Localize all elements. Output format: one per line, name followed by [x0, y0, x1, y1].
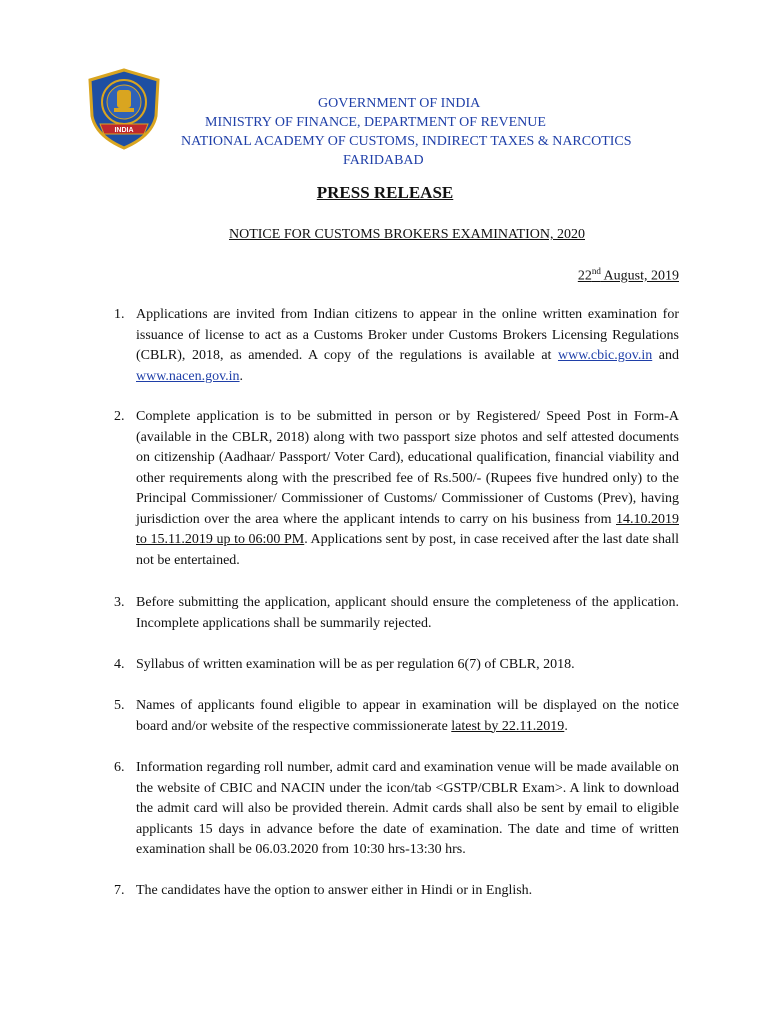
item-text: Syllabus of written examination will be as per regulation 6(7) of CBLR, 2018.	[136, 657, 575, 672]
eligibility-date: latest by 22.11.2019	[451, 718, 565, 734]
notice-heading: NOTICE FOR CUSTOMS BROKERS EXAMINATION, 2020	[229, 227, 585, 242]
item-number: 5.	[114, 698, 125, 713]
item-text-part: . Applications sent by post, in case received after the last date shall not be entertained.	[136, 532, 679, 568]
item-text-part: .	[564, 718, 568, 734]
nacin-emblem-icon	[86, 68, 162, 150]
nacen-link[interactable]: www.nacen.gov.in	[136, 368, 240, 384]
item-text	[136, 407, 679, 571]
application-window-dates: 14.10.2019 to 15.11.2019 up to 06:00 PM	[136, 511, 679, 547]
item-text	[136, 696, 679, 737]
item-number: 3.	[114, 595, 125, 610]
item-number: 2.	[114, 409, 125, 424]
date-rest: August, 2019	[600, 268, 679, 284]
header-line-city: FARIDABAD	[343, 153, 424, 168]
page-title: PRESS RELEASE	[316, 183, 454, 202]
item-number: 4.	[114, 657, 125, 672]
item-text	[136, 305, 679, 387]
emblem-banner-text: INDIA	[114, 127, 134, 134]
header-line-government: GOVERNMENT OF INDIA	[318, 96, 481, 111]
date-suffix: nd	[591, 266, 601, 276]
item-text: Information regarding roll number, admit card and examination venue will be made available on the website of CBIC and NACIN under the icon/tab <GSTP/CBLR Exam>. A link to download the admit card will also be provided therein. Admit cards shall also be sent by email to eligible applicants 15 days in advance before the date of examination. The date and time of written examination shall be 06.03.2020 from 10:30 hrs-13:30 hrs.	[136, 760, 679, 857]
header-line-ministry: MINISTRY OF FINANCE, DEPARTMENT OF REVENUE	[205, 115, 546, 130]
header-line-academy: NATIONAL ACADEMY OF CUSTOMS, INDIRECT TAXES & NARCOTICS	[181, 134, 632, 149]
item-text: The candidates have the option to answer either in Hindi or in English.	[136, 883, 533, 898]
item-text: Before submitting the application, applicant should ensure the completeness of the application. Incomplete applications shall be summarily rejected.	[136, 595, 679, 631]
item-text-part: Names of applicants found eligible to appear in examination will be displayed on the notice board and/or website of the respective commissionerate	[136, 698, 679, 734]
item-number: 1.	[114, 307, 125, 322]
item-text-part: .	[239, 368, 244, 384]
cbic-link[interactable]: www.cbic.gov.in	[557, 348, 653, 363]
item-text-part: and	[652, 348, 679, 363]
item-number: 7.	[114, 883, 125, 898]
release-date	[578, 266, 679, 285]
date-day: 22	[577, 268, 592, 284]
item-text-part: Applications are invited from Indian citizens to appear in the online written examination for issuance of license to act as a Customs Broker under Customs Brokers Licensing Regulations (CBLR), 2018, as amended. A copy of the regulations is available at	[136, 307, 679, 363]
item-number: 6.	[114, 760, 125, 775]
item-text-part: Complete application is to be submitted in person or by Registered/ Speed Post in Form-A (available in the CBLR, 2018) along with two passport size photos and self attested documents on citizenship (Aadhaar/ Passport/ Voter Card), educational qualification, financial viability and other requirements along with the prescribed fee of Rs.500/- (Rupees five hundred only) to the Principal Commissioner/ Commissioner of Customs/ Commissioner of Customs (Prev), having jurisdiction over the area where the applicant intends to carry on his business from	[136, 409, 679, 527]
